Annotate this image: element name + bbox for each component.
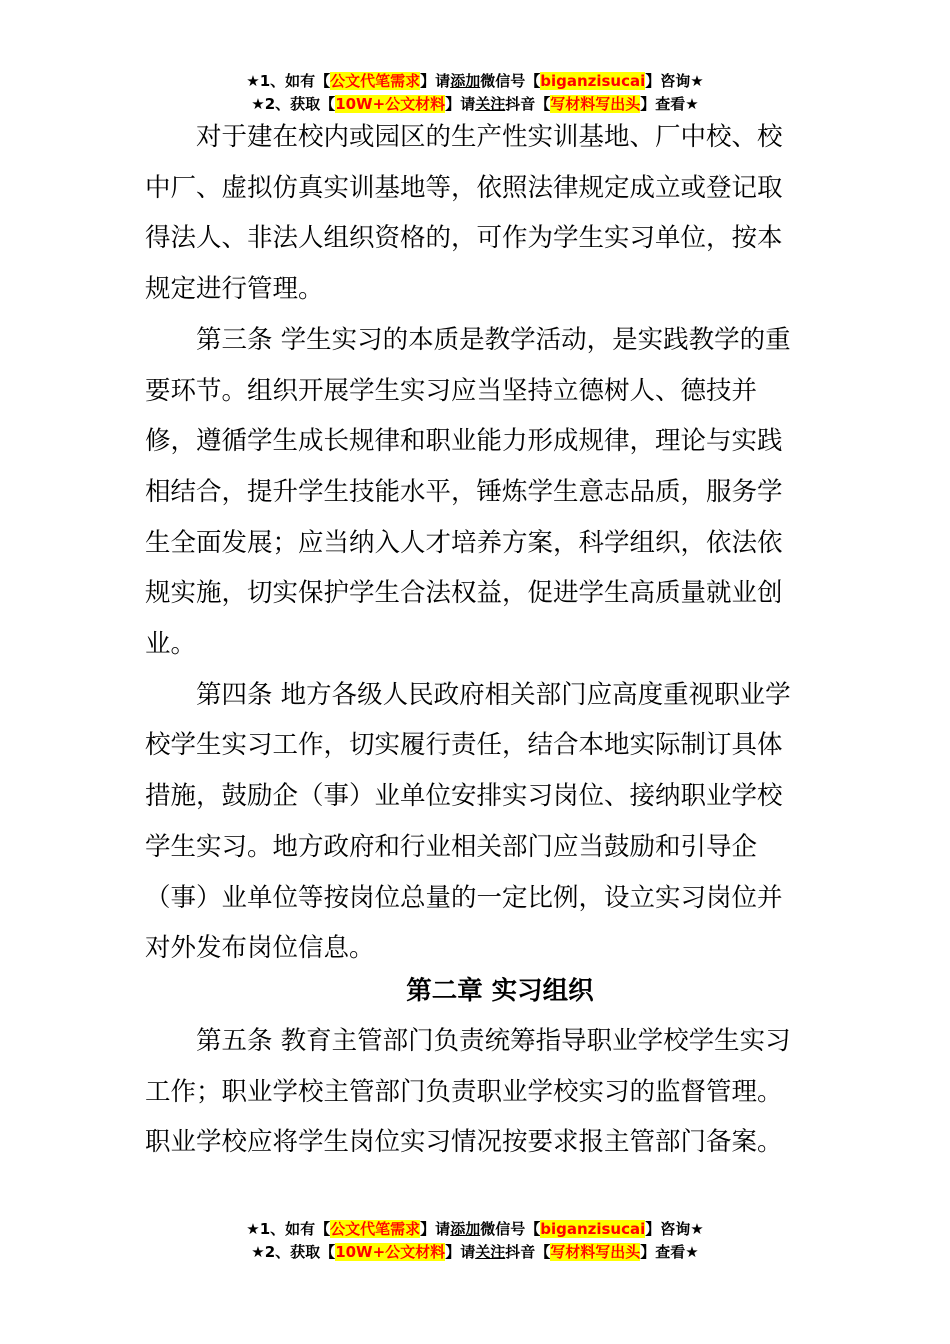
banner-text: 微信号【 — [480, 72, 541, 90]
banner-underline: 关注 — [475, 95, 506, 113]
paragraph-campus-bases: 对于建在校内或园区的生产性实训基地、厂中校、校中厂、虚拟仿真实训基地等，依照法律规定成立或登记取得法人、非法人组织资格的，可作为学生实习单位，按本规定进行管理。 — [145, 122, 783, 305]
banner-text: 抖音【 — [505, 95, 551, 113]
banner-underline: 关注 — [475, 1243, 506, 1261]
banner-text: ★2、获取【 — [251, 95, 336, 113]
banner-text: 】咨询★ — [645, 1220, 704, 1238]
banner-text: ★1、如有【 — [246, 72, 331, 90]
banner-text: 】查看★ — [640, 1243, 699, 1261]
banner-text: 】咨询★ — [645, 72, 704, 90]
banner-underline: 添加 — [450, 72, 481, 90]
document-body-top — [145, 112, 805, 974]
bottom-banner — [0, 1218, 950, 1264]
banner-line-1 — [0, 1218, 950, 1241]
banner-underline: 添加 — [450, 1220, 481, 1238]
paragraph-article-3: 第三条 学生实习的本质是教学活动，是实践教学的重要环节。组织开展学生实习应当坚持立德树人、德技并修，遵循学生成长规律和职业能力形成规律，理论与实践相结合，提升学生技能水平，锤炼学生意志品质，服务学生全面发展；应当纳入人才培养方案，科学组织，依法依规实施，切实保护学生合法权益，促进学生高质量就业创业。 — [145, 324, 791, 660]
banner-highlight: 10W+公文材料 — [335, 1243, 446, 1261]
banner-highlight: 写材料写出头 — [550, 95, 641, 113]
top-banner — [0, 70, 950, 116]
banner-line-2 — [0, 1241, 950, 1264]
banner-highlight: 10W+公文材料 — [335, 95, 446, 113]
banner-text: 微信号【 — [480, 1220, 541, 1238]
paragraph-article-4: 第四条 地方各级人民政府相关部门应高度重视职业学校学生实习工作，切实履行责任，结合本地实际制订具体措施，鼓励企（事）业单位安排实习岗位、接纳职业学校学生实习。地方政府和行业相关部门应当鼓励和引导企（事）业单位等按岗位总量的一定比例，设立实习岗位并对外发布岗位信息。 — [145, 679, 791, 964]
banner-text: ★2、获取【 — [251, 1243, 336, 1261]
banner-highlight: 公文代笔需求 — [330, 1220, 421, 1238]
banner-text: 】请 — [445, 1243, 476, 1261]
document-body-bottom — [145, 1016, 805, 1168]
banner-text: 】请 — [445, 95, 476, 113]
banner-highlight: 写材料写出头 — [550, 1243, 641, 1261]
banner-text: 抖音【 — [505, 1243, 551, 1261]
banner-highlight: biganzisucai — [540, 72, 646, 90]
paragraph-article-5: 第五条 教育主管部门负责统筹指导职业学校学生实习工作；职业学校主管部门负责职业学校实习的监督管理。职业学校应将学生岗位实习情况按要求报主管部门备案。 — [145, 1026, 791, 1158]
banner-highlight: 公文代笔需求 — [330, 72, 421, 90]
banner-text: 】请 — [420, 1220, 451, 1238]
banner-text: ★1、如有【 — [246, 1220, 331, 1238]
banner-line-1 — [0, 70, 950, 93]
banner-highlight: biganzisucai — [540, 1220, 646, 1238]
banner-text: 】请 — [420, 72, 451, 90]
chapter-heading: 第二章 实习组织 — [406, 976, 594, 1006]
banner-text: 】查看★ — [640, 95, 699, 113]
